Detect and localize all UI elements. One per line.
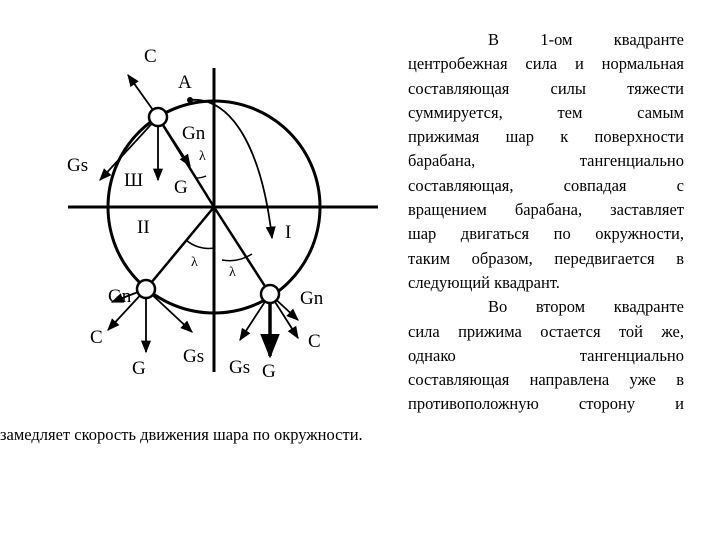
label-quadrant-iii: Ш — [124, 170, 144, 191]
ball-right — [261, 285, 279, 303]
label-gs-right-bottom: Gs — [229, 357, 251, 378]
label-c-left: C — [90, 327, 103, 348]
text-line: прижимая шар к поверхности — [408, 127, 684, 147]
label-quadrant-ii: II — [137, 217, 150, 238]
text-line: противоположную сторону и — [408, 394, 684, 414]
label-lambda-right: λ — [229, 265, 236, 280]
ball-left — [137, 280, 155, 298]
text-line: В 1-ом квадранте — [488, 30, 684, 49]
label-c-right: C — [308, 331, 321, 352]
text-line: составляющая, совпадая с — [408, 175, 684, 195]
text-line: следующий квадрант. — [408, 272, 560, 292]
label-g-right: G — [262, 361, 276, 382]
label-gs-left-bottom: Gs — [183, 346, 205, 367]
label-g-left: G — [132, 358, 146, 379]
label-a: A — [178, 72, 192, 93]
text-tail-line: замедляет скорость движения шара по окружности. — [0, 425, 363, 444]
angle-arc-top — [196, 176, 206, 178]
label-g-top: G — [174, 177, 188, 198]
label-gn-right: Gn — [300, 288, 324, 309]
text-line: таким образом, передвигается в — [408, 248, 684, 268]
text-line: вращением барабана, заставляет — [408, 200, 684, 220]
text-line: шар двигаться по окружности, — [408, 224, 684, 244]
text-line: Во втором квадранте — [488, 297, 684, 317]
angle-arc-mid — [186, 240, 214, 248]
text-line: сила прижима остается той же, — [408, 321, 684, 341]
label-gs-left: Gs — [67, 155, 89, 176]
text-line: суммируется, тем самым — [408, 102, 684, 122]
label-gn-left: Gn — [108, 286, 132, 307]
label-gn-top: Gn — [182, 123, 206, 144]
text-line: составляющая силы тяжести — [408, 78, 684, 98]
point-a-dot — [187, 97, 193, 103]
label-quadrant-i: I — [285, 222, 292, 243]
label-lambda-mid: λ — [191, 255, 198, 270]
description-text — [408, 28, 684, 417]
text-line: барабана, тангенциально — [408, 151, 684, 171]
text-line: однако тангенциально — [408, 345, 684, 365]
ball-top — [149, 108, 167, 126]
text-line: составляющая направлена уже в — [408, 370, 684, 390]
text-line: центробежная сила и нормальная — [408, 54, 684, 74]
label-lambda-top: λ — [199, 149, 206, 164]
radius-to-right-ball — [214, 207, 270, 294]
label-c-top: C — [144, 46, 157, 67]
trajectory-arrow — [190, 100, 272, 238]
drum-force-diagram — [0, 0, 400, 420]
